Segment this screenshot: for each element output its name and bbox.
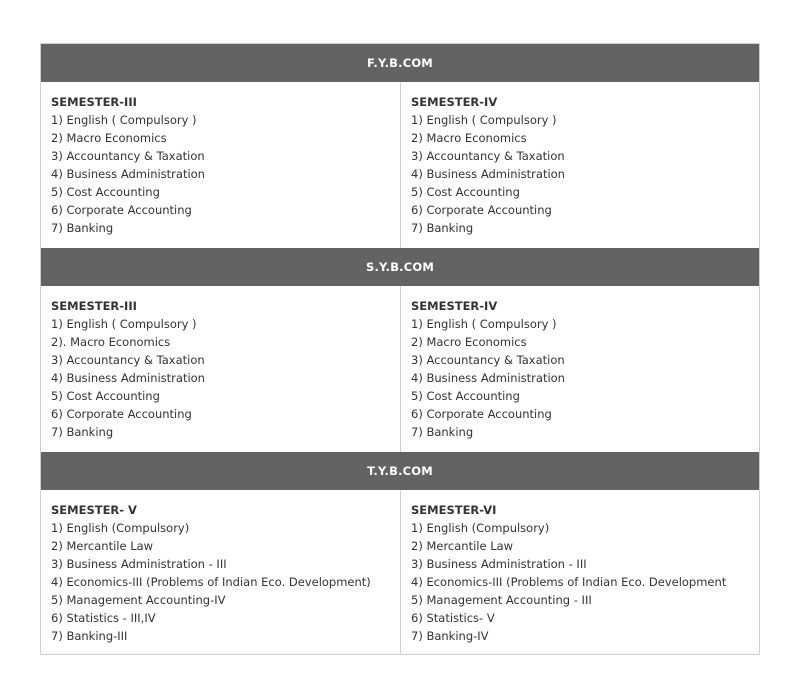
subject-item: 2) Mercantile Law [411, 539, 514, 553]
subject-item: 4) Business Administration [51, 371, 205, 385]
subject-item: 7) Banking-IV [411, 629, 489, 643]
subject-item: 3) Business Administration - III [411, 557, 587, 571]
semester-heading: SEMESTER-VI [411, 503, 497, 517]
semester-heading: SEMESTER-IV [411, 95, 498, 109]
semester-cell-left [41, 490, 400, 654]
subject-item: 6) Corporate Accounting [411, 203, 552, 217]
subject-item: 5) Cost Accounting [51, 185, 160, 199]
semester-heading: SEMESTER-III [51, 299, 137, 313]
semester-cell-right [400, 490, 759, 654]
subject-item: 3) Accountancy & Taxation [411, 149, 565, 163]
semester-heading: SEMESTER-IV [411, 299, 498, 313]
subject-item: 1) English ( Compulsory ) [51, 113, 197, 127]
section-row-fybcom [41, 82, 759, 248]
semester-cell-left [41, 82, 400, 248]
subject-item: 7) Banking-III [51, 629, 128, 643]
subject-item: 6) Corporate Accounting [51, 203, 192, 217]
subject-item: 1) English ( Compulsory ) [51, 317, 197, 331]
subject-item: 4) Business Administration [411, 167, 565, 181]
subject-item: 7) Banking [411, 425, 474, 439]
subject-item: 4) Economics-III (Problems of Indian Eco. Development [411, 575, 727, 589]
subject-item: 5) Management Accounting-IV [51, 593, 226, 607]
section-header-fybcom: F.Y.B.COM [41, 44, 759, 82]
subject-item: 4) Business Administration [411, 371, 565, 385]
semester-cell-right [400, 286, 759, 452]
subject-item: 1) English (Compulsory) [411, 521, 550, 535]
semester-heading: SEMESTER-III [51, 95, 137, 109]
section-header-tybcom: T.Y.B.COM [41, 452, 759, 490]
subject-item: 5) Cost Accounting [411, 185, 520, 199]
subject-item: 5) Management Accounting - III [411, 593, 592, 607]
subject-item: 2) Macro Economics [411, 335, 527, 349]
subject-item: 6) Statistics- V [411, 611, 495, 625]
section-header-sybcom: S.Y.B.COM [41, 248, 759, 286]
subject-item: 1) English ( Compulsory ) [411, 317, 557, 331]
subject-item: 3) Accountancy & Taxation [51, 149, 205, 163]
subject-item: 6) Corporate Accounting [51, 407, 192, 421]
subject-item: 5) Cost Accounting [51, 389, 160, 403]
subject-item: 5) Cost Accounting [411, 389, 520, 403]
subject-item: 1) English (Compulsory) [51, 521, 190, 535]
subject-item: 1) English ( Compulsory ) [411, 113, 557, 127]
subject-item: 7) Banking [51, 221, 114, 235]
semester-cell-left [41, 286, 400, 452]
subject-item: 2) Macro Economics [411, 131, 527, 145]
subject-item: 3) Accountancy & Taxation [51, 353, 205, 367]
subject-item: 2) Macro Economics [51, 131, 167, 145]
subject-item: 3) Accountancy & Taxation [411, 353, 565, 367]
subject-item: 4) Business Administration [51, 167, 205, 181]
subject-item: 4) Economics-III (Problems of Indian Eco. Development) [51, 575, 371, 589]
subject-item: 2) Mercantile Law [51, 539, 154, 553]
subject-item: 7) Banking [51, 425, 114, 439]
subject-item: 6) Corporate Accounting [411, 407, 552, 421]
subject-item: 3) Business Administration - III [51, 557, 227, 571]
section-row-sybcom [41, 286, 759, 452]
section-row-tybcom [41, 490, 759, 654]
semester-heading: SEMESTER- V [51, 503, 137, 517]
subject-item: 6) Statistics - III,IV [51, 611, 156, 625]
subject-item: 7) Banking [411, 221, 474, 235]
semester-cell-right [400, 82, 759, 248]
subject-item: 2). Macro Economics [51, 335, 171, 349]
syllabus-table [40, 43, 760, 655]
